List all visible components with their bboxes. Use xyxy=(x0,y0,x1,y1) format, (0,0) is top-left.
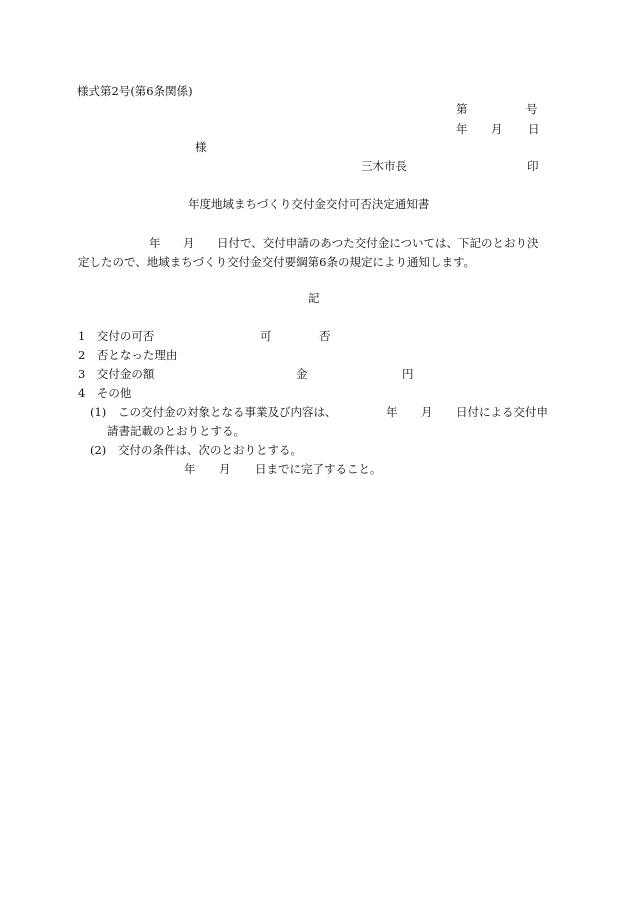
item2-label: 2 否となった理由 xyxy=(78,348,178,362)
item3-kin: 金 xyxy=(296,367,308,381)
sub2-rest: 日までに完了すること。 xyxy=(255,462,382,476)
sub1-text: この交付金の対象となる事業及び内容は、 xyxy=(118,405,337,419)
document-title: 年度地域まちづくり交付金交付可否決定通知書 xyxy=(188,197,430,211)
number-dai: 第 xyxy=(456,102,468,116)
issuer-name: 三木市長 xyxy=(361,159,407,173)
sub2-number: (2) xyxy=(90,443,107,457)
date-day: 日 xyxy=(528,122,540,136)
sub2-month: 月 xyxy=(219,462,231,476)
item1-ka: 可 xyxy=(260,329,272,343)
sub2-text: 交付の条件は、次のとおりとする。 xyxy=(118,443,302,457)
sub1-rest: 日付による交付申 xyxy=(456,405,548,419)
number-go: 号 xyxy=(526,102,538,116)
date-month: 月 xyxy=(491,122,503,136)
sub2-year: 年 xyxy=(184,462,196,476)
item3-en: 円 xyxy=(402,367,414,381)
body-line2: 定したので、地域まちづくり交付金交付要綱第6条の規定により通知します。 xyxy=(78,255,476,269)
ki-heading: 記 xyxy=(308,291,320,305)
form-label: 様式第2号(第6条関係) xyxy=(77,84,193,98)
body-line1: 日付で、交付申請のあつた交付金については、下記のとおり決 xyxy=(217,236,539,250)
body-month: 月 xyxy=(183,236,195,250)
body-year: 年 xyxy=(149,236,161,250)
item4-label: 4 その他 xyxy=(78,386,132,400)
sub1-year: 年 xyxy=(386,405,398,419)
sub1-number: (1) xyxy=(90,405,107,419)
sub1-month: 月 xyxy=(421,405,433,419)
date-year: 年 xyxy=(456,122,468,136)
sub1-continuation: 請書記載のとおりとする。 xyxy=(107,424,245,438)
addressee-sama: 様 xyxy=(195,140,207,154)
seal-mark: 印 xyxy=(527,159,539,173)
item3-label: 3 交付金の額 xyxy=(78,367,155,381)
item1-hi: 否 xyxy=(319,329,331,343)
item1-label: 1 交付の可否 xyxy=(78,329,155,343)
